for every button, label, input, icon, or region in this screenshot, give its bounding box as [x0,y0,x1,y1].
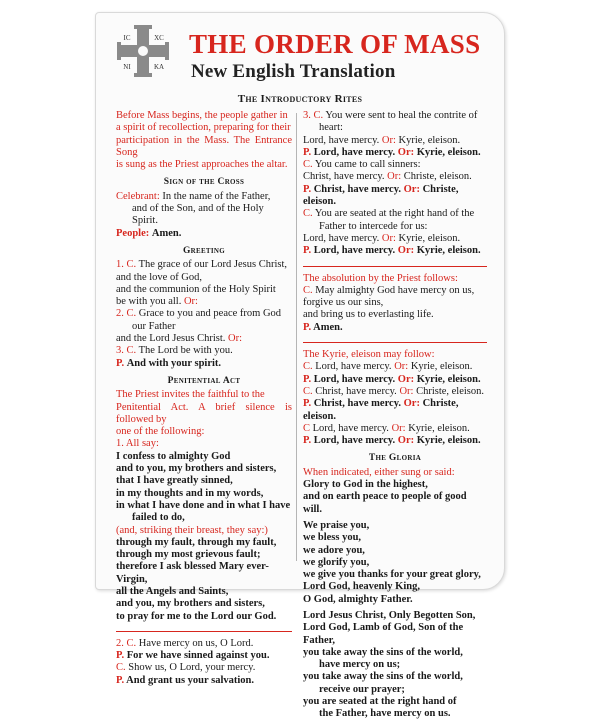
greeting-heading: Greeting [182,245,226,256]
kyrie-alt: Christe, eleison. [303,398,459,422]
option3-line [303,245,487,257]
greeting-opt1-label: 1. C. [116,259,137,271]
kyrie-intro-red: may follow: [383,349,435,361]
option3-resp-alt: Kyrie, eleison. [398,232,461,244]
or-label: Or: [397,245,415,257]
kyrie-speaker: P. [303,398,312,410]
option3-label: C. [303,208,313,220]
absolution-rubric: The absolution by the Priest follows: [303,272,458,284]
logo-letters-ni: NI [123,63,131,71]
greeting-opt2-label: 2. C. [116,308,137,320]
option3-resp-alt: Kyrie, eleison. [398,134,461,146]
confiteor-line: and to you, my brothers and sisters, [116,463,277,475]
gloria-line: O God, almighty Father. [303,593,413,605]
gloria-line: the Father, have mercy on us. [319,708,451,720]
gloria-heading: The Gloria [368,453,422,464]
celebrant-text: In the name of the Father, [162,190,271,202]
penitential-heading: Penitential Act [167,375,241,386]
page-subtitle: New English Translation [191,61,396,82]
or-label: Or: [397,373,415,385]
absolution-line: and bring us to everlasting life. [303,309,434,321]
gloria-line: Glory to God in the highest, [303,479,428,491]
option3-resp: Lord, have mercy. [303,134,380,146]
gloria-line: you take away the sins of the world, [303,646,463,658]
option3-resp: Christ, have mercy. [303,171,385,183]
or-label: Or: [397,146,415,158]
option2-text: And grant us your salvation. [126,674,255,686]
striking-rubric: (and, striking their breast, they say:) [116,524,268,536]
option3-line [303,135,487,147]
greeting-opt3 [116,345,292,357]
confiteor-line: and you, my brothers and sisters, [116,598,265,610]
people-text: Amen. [151,227,182,239]
confiteor-line: to pray for me to the Lord our God. [116,610,277,622]
option3-line [303,171,487,183]
absolution-text: May almighty God have mercy on us, [315,284,475,296]
greeting-line: our Father [132,320,176,332]
confiteor-line: that I have greatly sinned, [116,475,233,487]
people-label: People: [116,227,150,239]
kyrie-row [303,361,487,373]
option3-text: You were sent to heal the contrite of [325,110,478,121]
greeting-response [116,358,292,370]
kyrie-text: Lord, have mercy. [313,373,396,385]
option2-label: P. [116,650,125,662]
kyrie-row [303,423,487,435]
greeting-line [116,333,292,345]
absolution-line [303,285,487,297]
intro-line: is sung as the Priest approaches the altar. [116,159,288,171]
option3-line [303,233,487,245]
kyrie-alt: Kyrie, eleison. [416,373,481,385]
greeting-line-text: be with you all. [116,296,182,308]
option2-text: For we have sinned against you. [126,650,270,662]
gloria-line: you take away the sins of the world, [303,671,463,683]
confiteor-line: in my thoughts and in my words, [116,487,264,499]
option3-text: Lord, have mercy. [313,245,396,257]
response-label: P. [116,357,125,369]
option2-line [116,650,292,662]
gloria-line: Lord God, heavenly King, [303,581,420,593]
kyrie-row [303,386,487,398]
gloria-rubric: When indicated, either sung or said: [303,466,455,478]
kyrie-alt: Kyrie, eleison. [410,361,473,373]
section-rule [303,266,487,267]
option2-label: 2. C. [116,637,137,649]
greeting-line: and the communion of the Holy Spirit [116,283,276,295]
kyrie-text: Christ, have mercy. [313,398,401,410]
option3-text: Lord, have mercy. [313,146,396,158]
option2-line [116,662,292,674]
gloria-line: receive our prayer; [319,683,405,695]
option2-label: P. [116,674,125,686]
order-of-mass-card [95,12,505,720]
confiteor-line: failed to do, [132,512,185,524]
option3-label: P. [303,245,312,257]
greeting-line-text: and the Lord Jesus Christ. [116,333,226,345]
celebrant-text-cont: and of the Son, and of the Holy Spirit. [132,203,264,227]
kyrie-rows [303,361,487,447]
option3-label: P. [303,146,312,158]
gloria-line: we bless you, [303,532,362,544]
celebrant-label: Celebrant: [116,190,160,202]
intro-line: Before Mass begins, the people gather in [116,110,288,121]
option3-resp-alt: Christe, eleison. [403,171,472,183]
option3-text: You are seated at the right hand of the [314,208,475,220]
absolution-label: C. [303,284,313,296]
confiteor-line: through my fault, through my fault, [116,536,277,548]
absolution-line: forgive us our sins, [303,297,384,309]
section-rule [303,342,487,343]
intro-line: participation in the Mass. The Entrance Song [116,134,292,158]
or-label: Or: [394,361,409,373]
right-column [303,110,487,721]
kyrie-speaker: P. [303,435,312,447]
response-text: And with your spirit. [126,357,222,369]
or-label: Or: [381,232,396,244]
kyrie-text: Lord, have mercy. [313,435,396,447]
gloria-line: Lord God, Lamb of God, Son of the Father, [303,622,464,646]
option3-line [303,110,487,122]
option3-alt: Christe, eleison. [303,183,459,208]
option3-line [303,159,487,171]
greeting-line [116,296,292,308]
kyrie-intro: The Kyrie, eleison [303,349,381,361]
rubric-line: The Priest invites the faithful to the [116,389,265,401]
gloria-line: and on earth peace to people of good will. [303,491,467,515]
kyrie-alt: Christe, eleison. [416,385,485,397]
gloria-line: we adore you, [303,544,365,556]
confiteor-line: I confess to almighty God [116,450,231,462]
page-title: THE ORDER OF MASS [189,29,481,59]
kyrie-row [303,398,487,423]
option3-cont: heart: [319,122,343,134]
section-title: The Introductory Rites [237,93,363,105]
response-label: P. [303,321,312,333]
or-label: Or: [391,422,406,434]
kyrie-speaker: C [303,422,311,434]
column-divider [296,113,297,561]
greeting-line: and the love of God, [116,271,203,283]
option3-resp: Lord, have mercy. [303,232,380,244]
gloria-line: We praise you, [303,519,370,531]
kyrie-alt: Kyrie, eleison. [408,422,470,434]
kyrie-speaker: P. [303,373,312,385]
response-text: Amen. [313,321,343,333]
or-label: Or: [387,171,402,183]
logo-letters-xc: XC [154,34,164,42]
option3-text: Christ, have mercy. [313,183,401,195]
gloria-line: have mercy on us; [319,659,401,671]
logo-letters-ic: IC [123,34,131,42]
option2-line [116,638,292,650]
people-line [116,228,292,240]
sign-of-cross-heading: Sign of the Cross [163,177,245,188]
or-label: Or: [381,134,396,146]
greeting-opt3-label: 3. C. [116,345,137,357]
or-label: Or: [403,398,420,410]
option3-label: 3. C. [303,110,324,121]
or-label: Or: [228,333,242,345]
option3-label: P. [303,183,312,195]
option2-text: Have mercy on us, O Lord. [138,637,254,649]
option3-alt: Kyrie, eleison. [416,245,481,257]
celebrant-line [116,191,292,203]
cross-logo-icon [117,25,169,77]
option3-label: C. [303,159,313,171]
kyrie-text: Lord, have mercy. [315,361,392,373]
option2-text: Show us, O Lord, your mercy. [128,662,256,674]
penitential-rubric [116,389,292,438]
or-label: Or: [183,296,198,308]
kyrie-rubric [303,349,487,361]
gloria-line: we give you thanks for your great glory, [303,569,481,581]
all-say-rubric: 1. All say: [116,438,159,450]
intro-line: a spirit of recollection, preparing for their [116,122,291,134]
kyrie-row [303,435,487,447]
option2-line [116,675,292,687]
or-label: Or: [397,435,415,447]
kyrie-text: Christ, have mercy. [315,385,397,397]
left-column [116,110,292,687]
kyrie-text: Lord, have mercy. [312,422,389,434]
kyrie-speaker: C. [303,385,313,397]
confiteor-line: all the Angels and Saints, [116,585,229,597]
or-label: Or: [399,385,414,397]
confiteor-line: in what I have done and in what I have [116,499,291,511]
greeting-opt2-text: Grace to you and peace from God [138,308,282,320]
kyrie-alt: Kyrie, eleison. [416,435,481,447]
confiteor-line: therefore I ask blessed Mary ever-Virgin, [116,561,269,585]
option3-line [303,208,487,220]
option3-cont: Father to intercede for us: [319,220,428,232]
gloria-line: Lord Jesus Christ, Only Begotten Son, [303,609,476,621]
greeting-opt1-text: The grace of our Lord Jesus Christ, [138,259,287,271]
intro-rubric [116,110,292,171]
rubric-line: one of the following: [116,426,205,438]
option2-label: C. [116,662,126,674]
logo-letters-ka: KA [153,63,165,71]
option3-line [303,184,487,209]
confiteor-cont [116,537,292,623]
confiteor [116,451,292,525]
or-label: Or: [403,183,420,195]
option3-line [303,147,487,159]
gloria-line: we glorify you, [303,556,370,568]
gloria-line: you are seated at the right hand of [303,696,457,708]
option3-text: You came to call sinners: [314,159,421,171]
absolution-response [303,322,487,334]
section-rule [116,631,292,632]
rubric-line: Penitential Act. A brief silence is followed by [116,401,292,425]
greeting-opt1 [116,259,292,271]
confiteor-line: through my most grievous fault; [116,549,261,561]
greeting-opt3-text: The Lord be with you. [138,345,233,357]
greeting-opt2 [116,308,292,320]
kyrie-row [303,374,487,386]
kyrie-speaker: C. [303,361,313,373]
option3-alt: Kyrie, eleison. [416,146,481,158]
